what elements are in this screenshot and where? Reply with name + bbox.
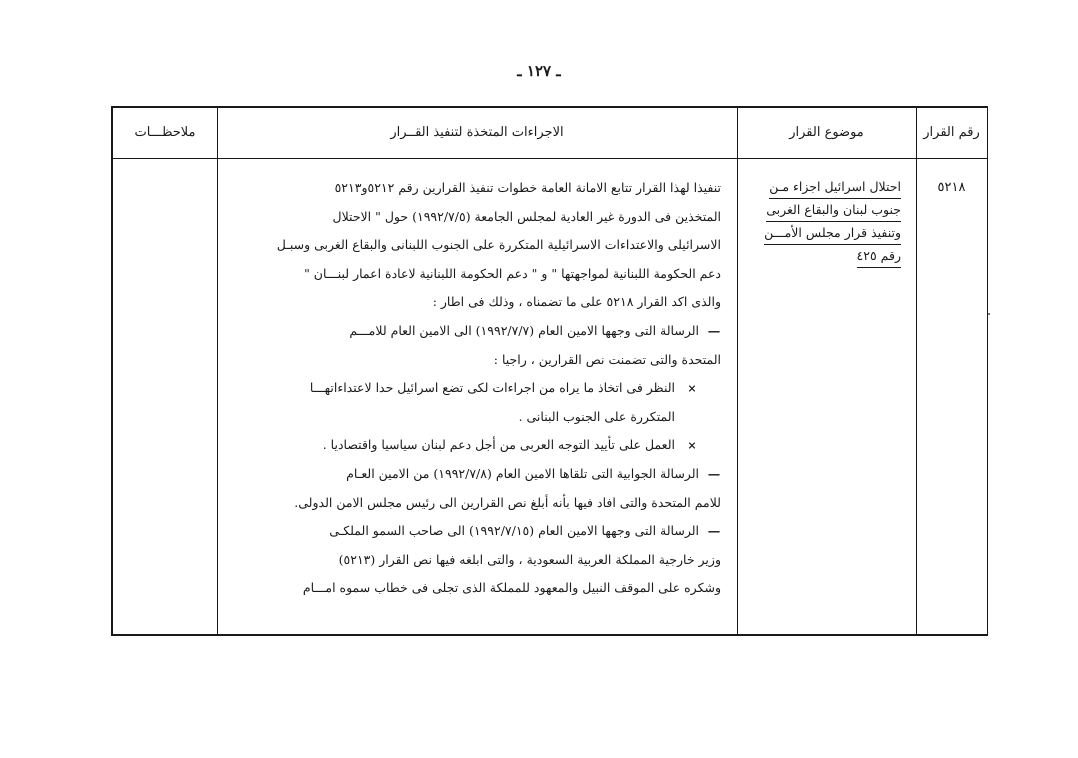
action-line [261, 374, 721, 403]
action-text: النظر فى اتخاذ ما يراه من اجراءات لكى تضع اسرائيل حدا لاعتداءاتهـــا [309, 380, 675, 396]
scan-speck [988, 313, 990, 315]
action-line [261, 203, 721, 232]
header-number: رقم القرار [923, 125, 980, 140]
action-text: الرسالة الجوابية التى تلقاها الامين العام (١٩٩٢/٧/٨) من الامين العـام [346, 465, 699, 481]
header-subject: موضوع القرار [789, 125, 864, 140]
subject-line: احتلال اسرائيل اجزاء مـن [769, 176, 901, 199]
resolution-subject [741, 176, 901, 268]
action-text: تنفيذا لهذا القرار تتابع الامانة العامة خطوات تنفيذ القرارين رقم ٥٢١٢و٥٢١٣ [334, 180, 721, 195]
x-bullet-icon: × [687, 382, 697, 396]
dash-bullet-icon: — [707, 322, 721, 338]
action-text: المتكررة على الجنوب البنانى . [518, 408, 675, 424]
action-line [261, 546, 721, 575]
x-bullet-icon: × [687, 439, 697, 453]
action-text: وشكره على الموقف النبيل والمعهود للمملكة الذى تجلى فى خطاب سموه امـــام [302, 580, 721, 596]
subject-line: جنوب لبنان والبقاع الغربى [766, 199, 901, 222]
action-line [261, 317, 721, 346]
action-text: والذى اكد القرار ٥٢١٨ على ما تضمناه ، وذلك فى اطار : [432, 294, 721, 310]
action-line [261, 460, 721, 489]
resolution-number: ٥٢١٨ [937, 180, 966, 195]
action-text: الرسالة التى وجهها الامين العام (١٩٩٢/٧/١٥) الى صاحب السمو الملكـى [329, 523, 699, 539]
action-line [261, 517, 721, 546]
action-line [261, 231, 721, 260]
action-text: العمل على تأييد التوجه العربى من أجل دعم لبنان سياسيا واقتصاديا . [322, 437, 675, 453]
action-text: دعم الحكومة اللبنانية لمواجهتها " و " دعم الحكومة اللبنانية لاعادة اعمار لبنـــان " [304, 265, 721, 281]
header-actions: الاجراءات المتخذة لتنفيذ القــرار [390, 125, 564, 140]
action-line [261, 174, 721, 203]
action-text: للامم المتحدة والتى افاد فيها بأنه أبلغ نص القرارين الى رئيس مجلس الامن الدولى. [294, 494, 721, 510]
action-text: الرسالة التى وجهها الامين العام (١٩٩٢/٧/٧) الى الامين العام للامـــم [349, 322, 699, 338]
header-notes: ملاحظـــات [134, 125, 196, 140]
dash-bullet-icon: — [707, 465, 721, 481]
action-text: المتخذين فى الدورة غير العادية لمجلس الجامعة (١٩٩٢/٧/٥) حول " الاحتلال [332, 208, 721, 224]
action-line [261, 346, 721, 375]
action-text: المتحدة والتى تضمنت نص القرارين ، راجيا : [493, 351, 721, 367]
actions-text [261, 174, 721, 603]
page-number: ـ ١٢٧ ـ [517, 62, 561, 80]
action-text: الاسرائيلى والاعتداءات الاسرائيلية المتكررة على الجنوب اللبنانى والبقاع الغربى وسبـل [276, 237, 721, 253]
action-line [261, 574, 721, 603]
subject-line: وتنفيذ قرار مجلس الأمـــن [764, 222, 901, 245]
action-line [261, 260, 721, 289]
resolutions-table [111, 106, 988, 636]
column-divider [737, 108, 738, 634]
action-line [261, 489, 721, 518]
header-divider [113, 158, 987, 159]
action-line [261, 403, 721, 432]
action-line [261, 431, 721, 460]
subject-line: رقم ٤٢٥ [857, 245, 901, 268]
action-text: وزير خارجية المملكة العربية السعودية ، والتى ابلغه فيها نص القرار (٥٢١٣) [338, 551, 721, 567]
dash-bullet-icon: — [707, 523, 721, 539]
column-divider [217, 108, 218, 634]
action-line [261, 288, 721, 317]
